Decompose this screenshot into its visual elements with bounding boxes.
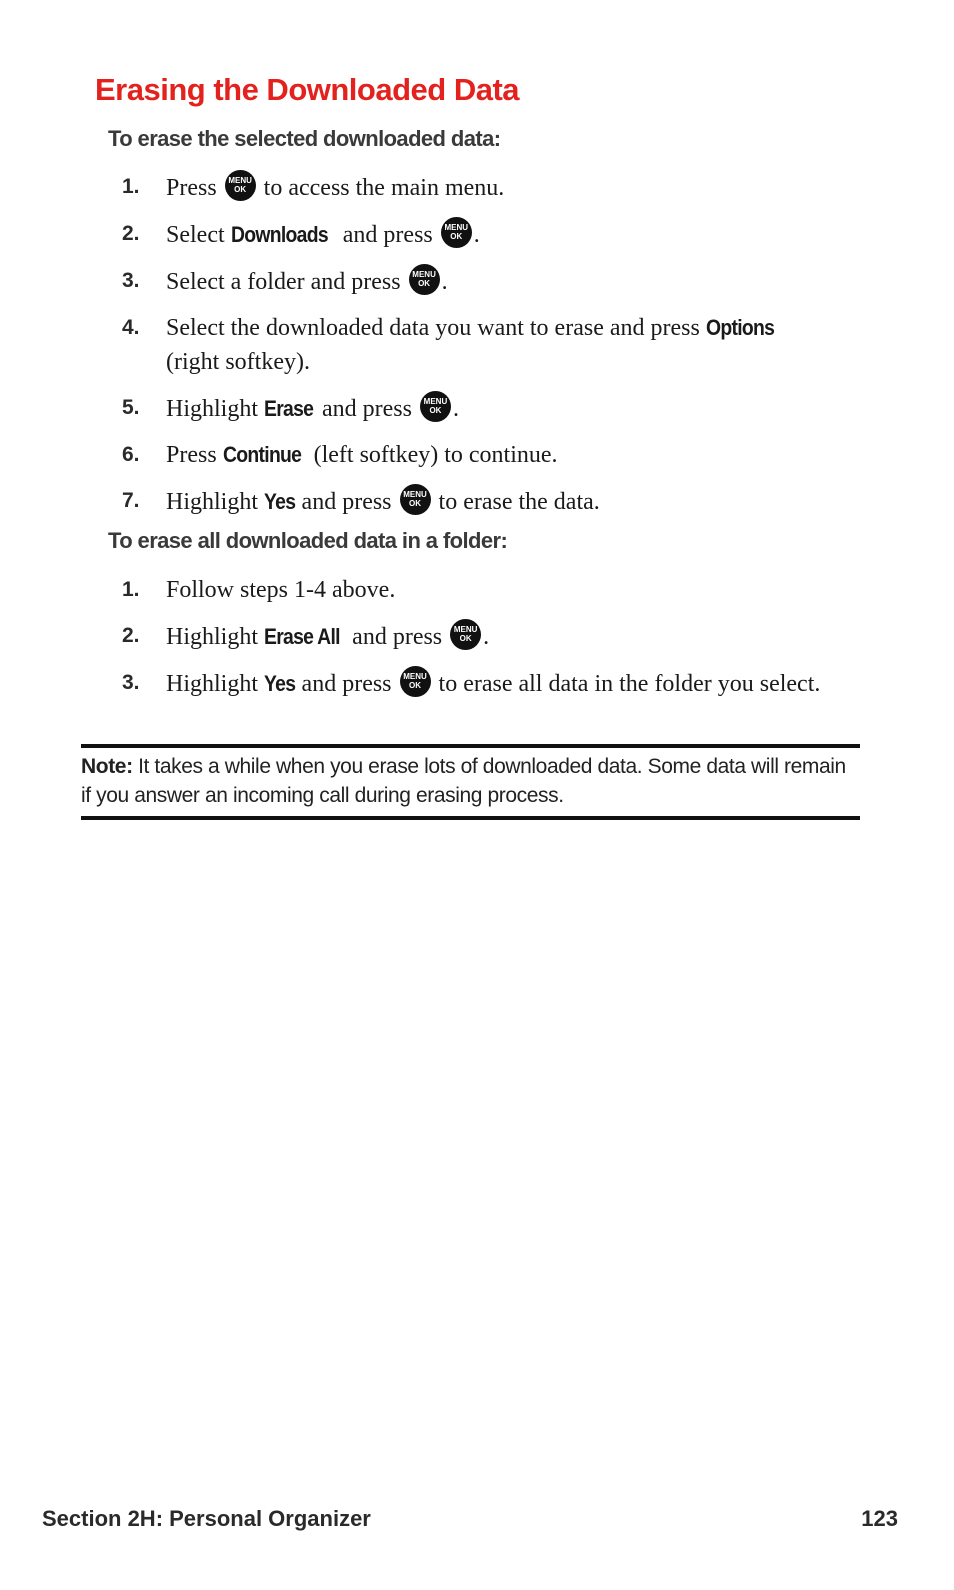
list-item: 3. Highlight Yes and press MENU OK to erase all data in the folder you select. [0, 666, 954, 701]
step-number: 7. [122, 489, 140, 512]
keyword-options: Options [705, 315, 775, 340]
list-item: 2. Select Downloads and press MENU OK . [0, 217, 954, 252]
keyword-yes: Yes [264, 489, 296, 514]
steps-list-selected [0, 170, 954, 531]
step-number: 5. [122, 396, 140, 419]
step-number: 1. [122, 578, 140, 601]
menu-ok-key-icon: MENU OK [420, 391, 451, 422]
note-box [81, 752, 860, 810]
list-item: 7. Highlight Yes and press MENU OK to erase the data. [0, 484, 954, 519]
list-item: 1. Follow steps 1-4 above. [0, 573, 954, 607]
footer-section: Section 2H: Personal Organizer [42, 1506, 371, 1531]
page-number: 123 [861, 1506, 898, 1531]
list-item: 6. Press Continue (left softkey) to continue. [0, 438, 954, 472]
section-heading-folder: To erase all downloaded data in a folder: [108, 528, 508, 553]
step-number: 4. [122, 316, 140, 339]
menu-ok-key-icon: MENU OK [400, 484, 431, 515]
keyword-yes: Yes [264, 671, 296, 696]
note-label: Note: [81, 755, 133, 778]
step-number: 6. [122, 443, 140, 466]
menu-ok-key-icon: MENU OK [400, 666, 431, 697]
note-text: It takes a while when you erase lots of downloaded data. Some data will remain if you answer an incoming call during erasing process. [81, 755, 846, 807]
step-number: 3. [122, 269, 140, 292]
section-heading-selected: To erase the selected downloaded data: [108, 126, 501, 151]
page-title: Erasing the Downloaded Data [95, 72, 520, 107]
list-item: 4. Select the downloaded data you want to erase and press Options (right softkey). [0, 311, 954, 379]
menu-ok-key-icon: MENU OK [441, 217, 472, 248]
keyword-erase-all: Erase All [264, 624, 340, 649]
keyword-erase: Erase [264, 396, 314, 421]
menu-ok-key-icon: MENU OK [450, 619, 481, 650]
menu-ok-key-icon: MENU OK [225, 170, 256, 201]
list-item: 2. Highlight Erase All and press MENU OK . [0, 619, 954, 654]
list-item: 1. Press MENU OK to access the main menu. [0, 170, 954, 205]
menu-ok-key-icon: MENU OK [409, 264, 440, 295]
note-bottom-rule [81, 816, 860, 820]
note-top-rule [81, 744, 860, 748]
step-number: 3. [122, 671, 140, 694]
step-number: 2. [122, 222, 140, 245]
list-item: 3. Select a folder and press MENU OK . [0, 264, 954, 299]
keyword-continue: Continue [222, 442, 301, 467]
list-item: 5. Highlight Erase and press MENU OK . [0, 391, 954, 426]
step-number: 1. [122, 175, 140, 198]
steps-list-folder [0, 573, 954, 713]
step-number: 2. [122, 624, 140, 647]
keyword-downloads: Downloads [230, 222, 328, 247]
